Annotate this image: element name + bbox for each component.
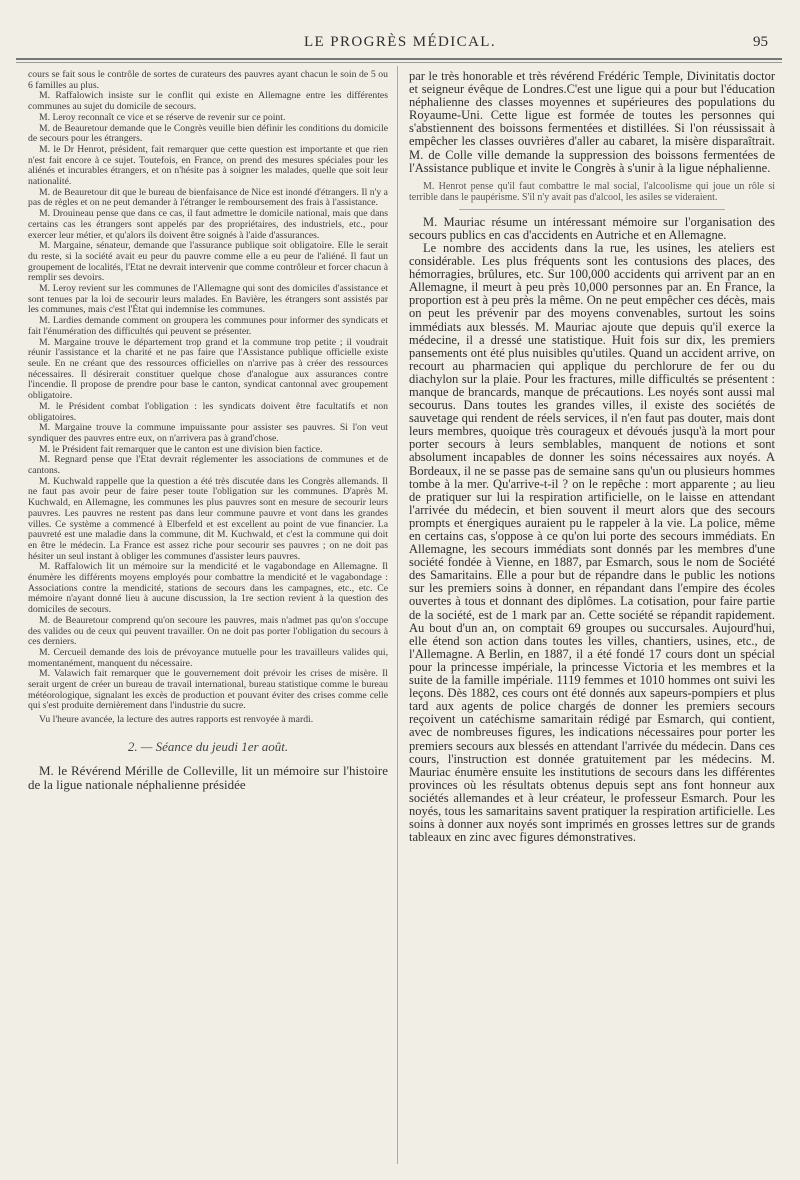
paragraph: M. de Beauretour comprend qu'on secoure les pauvres, mais n'admet pas qu'on s'occupe des valides ou de ceux qui peuvent travailler. On ne doit pas porter l'obligation du secours à ces derniers. [28,614,388,648]
journal-title: LE PROGRÈS MÉDICAL. [303,34,497,50]
paragraph: M. Valawich fait remarquer que le gouvernement doit prévoir les crises de misère. Il serait urgent de créer un bureau de travail international, bureau statistique comme le bureau météorologique, signalant les excès de production et pouvant éviter des crises comme celle qui s'est produite dernièrement dans l'industrie du sucre. [28,668,388,712]
left-column [28,70,388,793]
note: M. Henrot pense qu'il faut combattre le mal social, l'alcoolisme qui joue un rôle si terrible dans le paupérisme. S'il n'y avait pas d'alcool, les asiles se videraient. [409,180,775,203]
page-number: 95 [753,34,768,50]
paragraph: M. le Président fait remarquer que le canton est une division bien factice. [39,443,323,455]
paragraph: M. Mauriac résume un intéressant mémoire sur l'organisation des secours publics en cas d'accidents en Autriche et en Allemagne. [409,214,775,242]
page-header [0,34,800,54]
paragraph: M. le Dr Henrot, président, fait remarquer que cette question est importante et que rien n'est fait encore à ce sujet. Toutefois, en France, on prend des mesures spéciales pour les aliénés et incurables étrangers, et on n'hésite pas à soigner les malades, quelle que soit leur nationalité. [28,143,388,188]
paragraph: M. Leroy revient sur les communes de l'Allemagne qui sont des domiciles d'assistance et sont tenues par la loi de secourir leurs malades. En Bavière, les étrangers sont assistés par les communes, mais c'est l'État qui indemnise les communes. [28,283,388,316]
right-column [409,70,775,844]
paragraph: M. de Beauretour dit que le bureau de bienfaisance de Nice est inondé d'étrangers. Il n'y a pas de règles et on ne peut demander à l'étranger le remboursement des frais à l'assistance. [28,186,388,209]
paragraph: M. Margaine trouve le département trop grand et la commune trop petite ; il voudrait réunir l'assistance et la charité et ne pas faire que l'Assistance publique officielle existe seule. En ne créant que des ressources officielles on n'arrive pas à créer des ressources nécessaires. Il désirerait constituer quelque chose d'analogue aux assurances contre l'incendie. Il propose de prendre pour base le canton, syndicat cantonnal avec groupement obligatoire. [28,336,388,402]
paragraph: M. Margaine, sénateur, demande que l'assurance publique soit obligatoire. Elle le serait du reste, si la société avait eu peur du pauvre comme elle a eu peur de l'aliéné. Il faut un groupement de localités, l'Etat ne devrait intervenir que comme contrôleur et forcer chacun à remplir ses devoirs. [28,240,388,284]
paragraph: M. Regnard pense que l'Etat devrait réglementer les associations de communes et de cantons. [28,454,388,477]
paragraph: M. Kuchwald rappelle que la question a été très discutée dans les Congrès allemands. Il ne faut pas avoir peur de faire peser toute l'obligation sur les communes. D'après M. Kuchwald, en Allemagne, les communes les plus pauvres sont en mesure de secourir leurs pauvres. Les pauvres ne restent pas dans leur commune pauvre et vont dans les grandes villes. Ce système a commencé à Elberfeld et est excellent au point de vue financier. La pauvreté est une maladie dans la commune, dit M. Kuchwald, et c'est la commune qui doit en être le médecin. La France est assez riche pour secourir ses pauvres ; on ne doit pas hésiter un seul instant à obliger les communes d'assister leurs pauvres. [28,475,388,562]
paragraph: M. Cercueil demande des lois de prévoyance mutuelle pour les travailleurs valides qui, momentanément, manquent du nécessaire. [28,646,388,669]
paragraph: Le nombre des accidents dans la rue, les usines, les ateliers est considérable. Les plus fréquents sont les contusions des places, des hémorragies, brûlures, etc. Sur 100,000 accidents qui arrivent par an en Allemagne, il meurt à peu près 10,000 personnes par an. En France, la proportion est à peu près la même. On ne peut empêcher ces décès, mais on peut les prévenir par des moyens convenables, surtout les soins immédiats aux blessés. M. Mauriac ajoute que depuis qu'il exerce la médecine, il a dressé une statistique. Huit fois sur dix, les premiers pansements ont été plus nuisibles qu'utiles. Quand un accident arrive, on recourt au pharmacien qui applique du perchlorure de fer ou du diachylon sur la plaie. Pour les fractures, mille difficultés se présentent : manque de brancards, manque de précautions. Les noyés sont aussi mal secourus. Dans toutes les grandes villes, il existe des sociétés de sauvetage qui rendent de réels services, il n'en faut pas douter, mais dont leurs membres, quoique très courageux et dévoués jusqu'à la mort pour porter secours à leurs semblables, manquent de notions et sont absolument incapables de donner les soins nécessaires aux noyés. A Bordeaux, il ne se passe pas de semaine sans qu'un ou plusieurs hommes tombe à la mer. Qu'arrive-t-il ? on le repêche : mort apparente ; au lieu de pratiquer sur lui la respiration artificielle, on le laisse en attendant l'arrivée du médecin, et bien souvent il meurt alors que des secours prompts et énergiques auraient pu le rappeler à la vie. La police, même en certains cas, s'oppose à ce qu'on lui porte des secours immédiats. En Allemagne, les secours immédiats sont donnés par les membres d'une société fondée à Vienne, en 1887, par Esmarch, sous le nom de Société des Samaritains. Elle a pour but de répandre dans le public les notions sur les premiers soins à donner, en répandant dans l'empire des écoles ouvertes à tous et donnant des diplômes. La cotisation, pour faire partie de la société, est de 1 mark par an. Cette société se répandit rapidement. Au bout d'un an, on comptait 69 groupes ou succursales. Aujourd'hui, elle étend son action dans toutes les villes, chantiers, usines, etc., de l'Allemagne. A Berlin, en 1887, il a été fondé 17 cours dont un spécial pour la princesse impériale, la princesse Victoria et les membres et la suite de la famille impériale. 1119 femmes et 1010 hommes ont suivi les leçons. Dès 1882, ces cours ont été donnés aux sapeurs-pompiers et plus tard aux agents de police chargés de donner les premiers secours reçoivent un catéchisme samaritain rédigé par Esmarch, qui contient, avec de nombreuses figures, les indications nécessaires pour porter les premiers secours aux blessés en attendant l'arrivée du médecin. Dans ces cours, l'instruction est donnée gratuitement par les médecins. M. Mauriac énumère ensuite les institutions de secours dans les différentes provinces où les résultats obtenus depuis sept ans font honneur aux sociétés allemandes et à leur créateur, le professeur Esmarch. Pour les noyés, tous les samaritains savent pratiquer la respiration artificielle. Les soins à donner aux noyés sont imprimés en grosses lettres sur de grands tableaux en zinc avec figures démonstratives. [409,240,775,845]
header-rule [16,58,782,60]
closing-note: Vu l'heure avancée, la lecture des autres rapports est renvoyée à mardi. [39,714,314,726]
final-paragraph: M. le Révérend Mérille de Colleville, lit un mémoire sur l'histoire de la ligue nationale néphalienne présidée [28,762,388,793]
paragraph: par le très honorable et très révérend Frédéric Temple, Divinitatis doctor et seigneur évêque de Londres.C'est une ligue qui a pour but l'éducation néphalienne des classes moyennes et supérieures des populations du Royaume-Uni. Cette ligue est formée de toutes les personnes qui s'abstiennent des boissons fermentées et distillées. Si l'on réussissait à empêcher les classes ouvrières d'aller au cabaret, la misère disparaîtrait. M. de Colle ville demande la suppression des boissons fermentées de l'Assistance publique et invite le Congrès à s'unir à la ligue néphalienne. [409,69,775,175]
paragraph: cours se fait sous le contrôle de sortes de curateurs des pauvres ayant chacun le soin de 5 ou 6 familles au plus. [28,69,388,91]
paragraph: M. Lardies demande comment on groupera les communes pour informer des syndicats et fait l'énumération des difficultés qui peuvent se présenter. [28,315,388,337]
section-heading: 2. — Séance du jeudi 1er août. [127,738,289,754]
paragraph: M. Raffalowich insiste sur le conflit qui existe en Allemagne entre les différentes communes au sujet du domicile de secours. [28,90,388,113]
paragraph: M. Drouineau pense que dans ce cas, il faut admettre le domicile national, mais que dans certains cas les étrangers sont appelés par des propriétaires, des industriels, etc., pour exercer leur métier, et qu'alors ils doivent être soignés à l'aide d'assurances. [28,208,388,241]
paragraph: M. le Président combat l'obligation : les syndicats doivent être facultatifs et non obligatoires. [28,400,388,423]
column-divider [397,66,398,1164]
header-rule-thin [16,62,782,63]
separator [459,209,725,210]
paragraph: M. Raffalowich lit un mémoire sur la mendicité et le vagabondage en Allemagne. Il énumère les différents moyens employés pour combattre la mendicité et le vagabondage : Associations contre la mendicité, stations de secours dans les campagnes, etc., etc. Ce mémoire n'ayant donné lieu à aucune discussion, la 1re section revient à la question des domiciles de secours. [28,561,388,616]
paragraph: M. de Beauretour demande que le Congrès veuille bien définir les conditions du domicile de secours pour les étrangers. [28,122,388,145]
paragraph: M. Margaine trouve la commune impuissante pour assister ses pauvres. Si l'on veut syndiquer des pauvres entre eux, on n'arrivera pas à grand'chose. [28,422,388,444]
paragraph: M. Leroy reconnaît ce vice et se réserve de revenir sur ce point. [39,111,286,123]
